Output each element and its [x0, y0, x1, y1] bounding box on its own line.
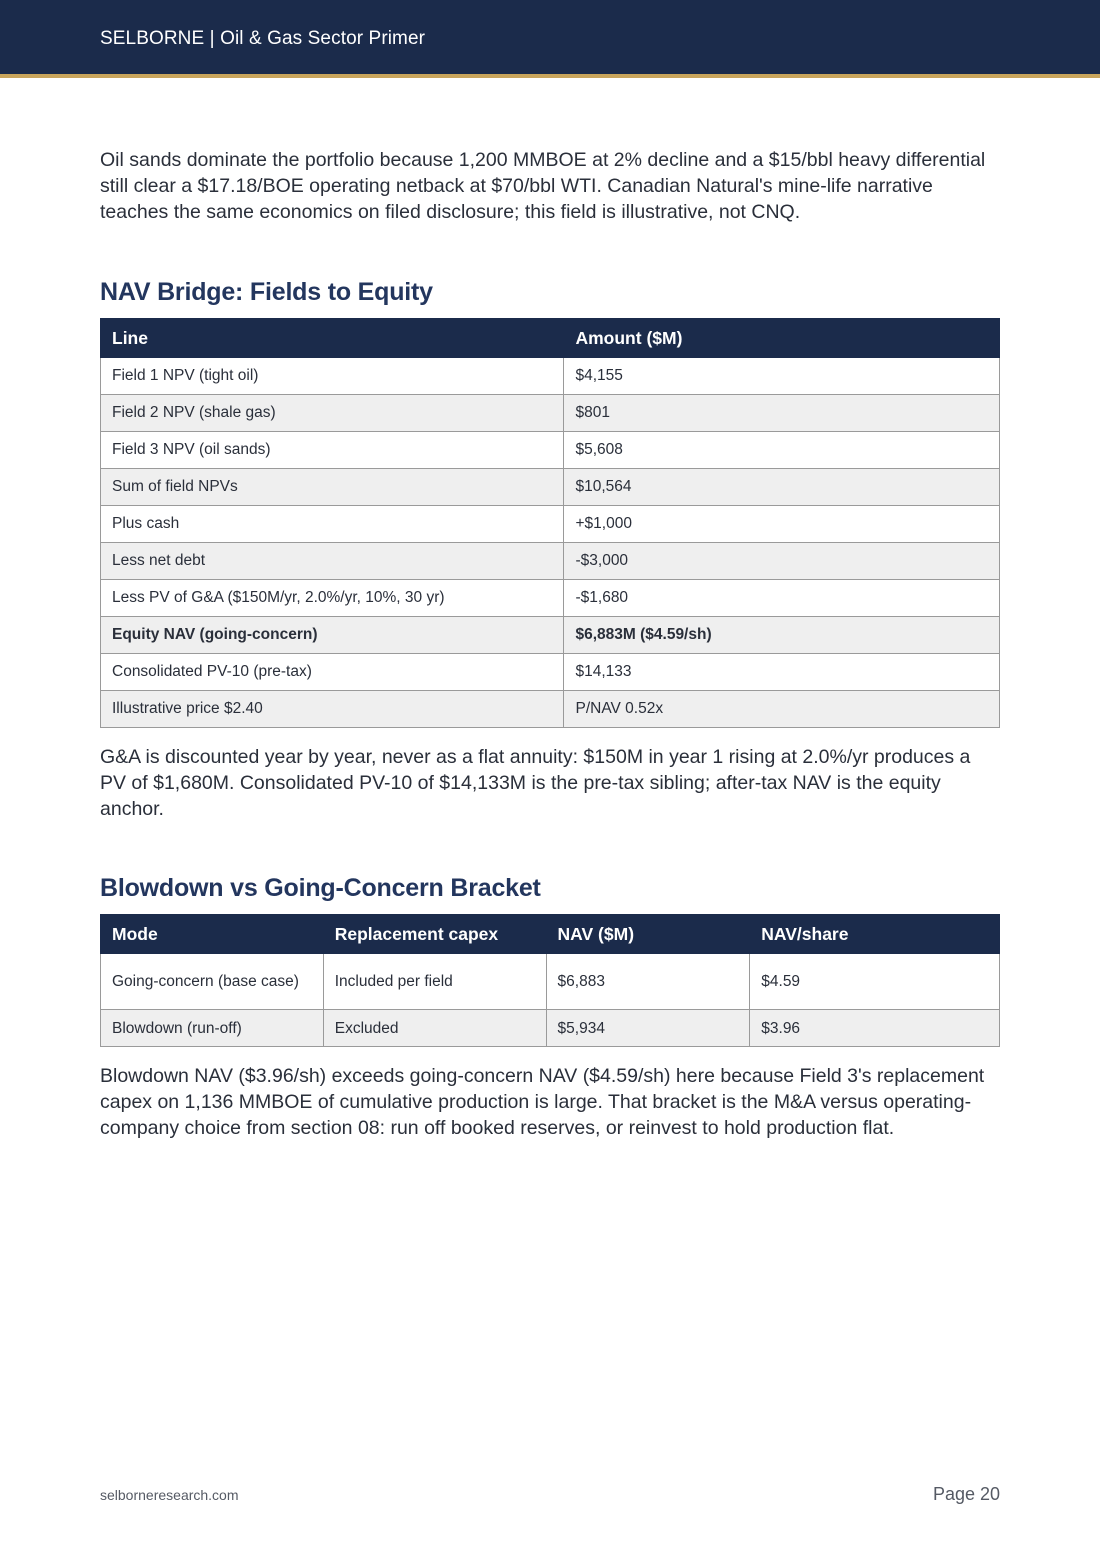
amount-cell: $801	[564, 395, 1000, 432]
page-number: Page 20	[932, 1484, 1000, 1504]
table-row	[101, 469, 1000, 506]
table-row	[101, 358, 1000, 395]
page-header	[0, 0, 1100, 78]
table-row	[101, 543, 1000, 580]
table-row	[101, 954, 1000, 1010]
blowdown-heading: Blowdown vs Going-Concern Bracket	[100, 874, 541, 902]
table-row	[101, 654, 1000, 691]
amount-cell: -$3,000	[564, 543, 1000, 580]
line-cell: Less net debt	[101, 543, 564, 580]
line-cell: Field 1 NPV (tight oil)	[101, 358, 564, 395]
nav-per-share-cell: $4.59	[750, 954, 1000, 1010]
column-header: Amount ($M)	[564, 319, 1000, 358]
table-row	[101, 691, 1000, 728]
line-cell: Field 3 NPV (oil sands)	[101, 432, 564, 469]
table-row	[101, 506, 1000, 543]
line-cell: Sum of field NPVs	[101, 469, 564, 506]
line-cell: Consolidated PV-10 (pre-tax)	[101, 654, 564, 691]
header-title: SELBORNE | Oil & Gas Sector Primer	[100, 28, 426, 49]
table-row	[101, 580, 1000, 617]
line-cell: Plus cash	[101, 506, 564, 543]
amount-cell: P/NAV 0.52x	[564, 691, 1000, 728]
blowdown-table	[100, 914, 1000, 1047]
amount-cell: $6,883M ($4.59/sh)	[564, 617, 1000, 654]
table-row	[101, 1010, 1000, 1047]
column-header: Line	[101, 319, 564, 358]
nav-bridge-note: G&A is discounted year by year, never as a flat annuity: $150M in year 1 rising at 2.0%/yr produces a PV of $1,680M. Consolidated PV-10 of $14,133M is the pre-tax sibling; after-tax NAV is the equity anchor.	[100, 746, 971, 820]
column-header: NAV ($M)	[546, 915, 750, 954]
table-row	[101, 395, 1000, 432]
nav-bridge-table	[100, 318, 1000, 728]
capex-cell: Included per field	[323, 954, 546, 1010]
mode-cell: Going-concern (base case)	[101, 954, 324, 1010]
nav-cell: $6,883	[546, 954, 750, 1010]
table-header-row	[101, 319, 1000, 358]
nav-bridge-heading: NAV Bridge: Fields to Equity	[100, 278, 433, 306]
amount-cell: $5,608	[564, 432, 1000, 469]
column-header: Replacement capex	[323, 915, 546, 954]
table-row-total	[101, 617, 1000, 654]
capex-cell: Excluded	[323, 1010, 546, 1047]
nav-per-share-cell: $3.96	[750, 1010, 1000, 1047]
table-row	[101, 432, 1000, 469]
amount-cell: $14,133	[564, 654, 1000, 691]
amount-cell: $4,155	[564, 358, 1000, 395]
footer-website: selborneresearch.com	[100, 1487, 239, 1503]
table-header-row	[101, 915, 1000, 954]
line-cell: Field 2 NPV (shale gas)	[101, 395, 564, 432]
line-cell: Less PV of G&A ($150M/yr, 2.0%/yr, 10%, 30 yr)	[101, 580, 564, 617]
column-header: Mode	[101, 915, 324, 954]
amount-cell: -$1,680	[564, 580, 1000, 617]
line-cell: Illustrative price $2.40	[101, 691, 564, 728]
mode-cell: Blowdown (run-off)	[101, 1010, 324, 1047]
blowdown-note: Blowdown NAV ($3.96/sh) exceeds going-concern NAV ($4.59/sh) here because Field 3's replacement capex on 1,136 MMBOE of cumulative production is large. That bracket is the M&A versus operating-company choice from section 08: run off booked reserves, or reinvest to hold production flat.	[100, 1065, 985, 1139]
amount-cell: +$1,000	[564, 506, 1000, 543]
column-header: NAV/share	[750, 915, 1000, 954]
nav-cell: $5,934	[546, 1010, 750, 1047]
intro-paragraph: Oil sands dominate the portfolio because 1,200 MMBOE at 2% decline and a $15/bbl heavy differential still clear a $17.18/BOE operating netback at $70/bbl WTI. Canadian Natural's mine-life narrative teaches the same economics on filed disclosure; this field is illustrative, not CNQ.	[100, 149, 986, 223]
amount-cell: $10,564	[564, 469, 1000, 506]
line-cell: Equity NAV (going-concern)	[101, 617, 564, 654]
